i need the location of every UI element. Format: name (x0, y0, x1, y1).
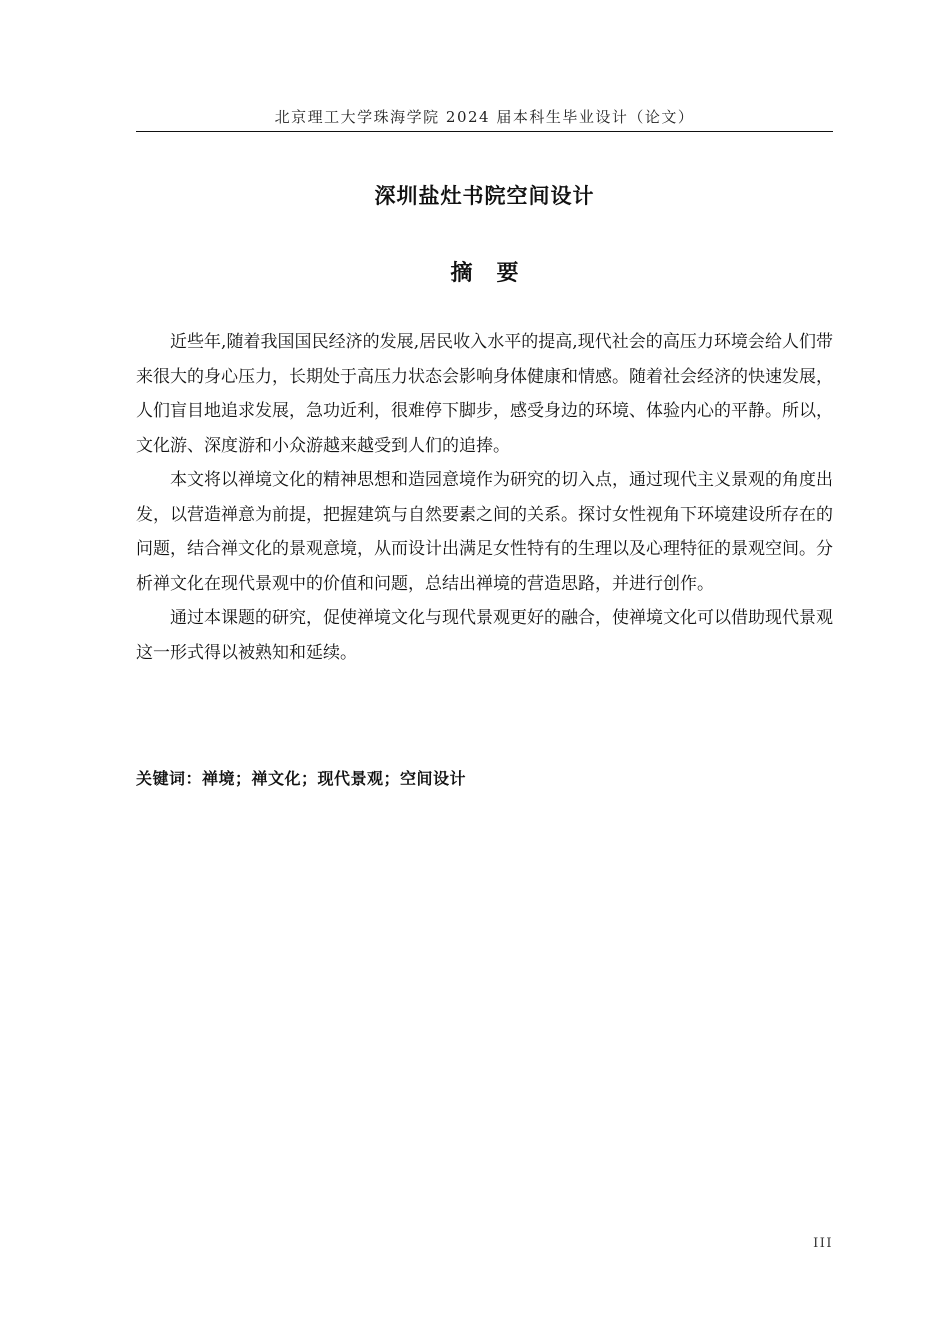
thesis-title: 深圳盐灶书院空间设计 (374, 184, 595, 208)
abstract-body (136, 325, 833, 670)
header-divider (136, 131, 833, 132)
page-number: III (813, 1236, 833, 1251)
keywords-line: 关键词：禅境；禅文化；现代景观；空间设计 (136, 769, 467, 788)
page-header: 北京理工大学珠海学院 2024 届本科生毕业设计（论文） (274, 108, 695, 126)
abstract-paragraph-1: 近些年,随着我国国民经济的发展,居民收入水平的提高,现代社会的高压力环境会给人们带来很大的身心压力，长期处于高压力状态会影响身体健康和情感。随着社会经济的快速发展，人们盲目地追求发展，急功近利，很难停下脚步，感受身边的环境、体验内心的平静。所以，文化游、深度游和小众游越来越受到人们的追捧。 (136, 332, 833, 456)
abstract-heading: 摘要 (450, 261, 543, 286)
abstract-paragraph-2: 本文将以禅境文化的精神思想和造园意境作为研究的切入点，通过现代主义景观的角度出发，以营造禅意为前提，把握建筑与自然要素之间的关系。探讨女性视角下环境建设所存在的问题，结合禅文化的景观意境，从而设计出满足女性特有的生理以及心理特征的景观空间。分析禅文化在现代景观中的价值和问题，总结出禅境的营造思路，并进行创作。 (136, 470, 833, 594)
abstract-paragraph-3: 通过本课题的研究，促使禅境文化与现代景观更好的融合，使禅境文化可以借助现代景观这一形式得以被熟知和延续。 (136, 608, 833, 663)
